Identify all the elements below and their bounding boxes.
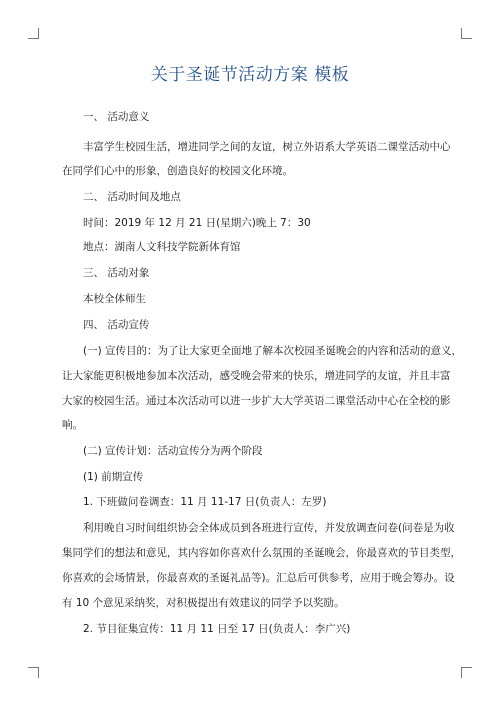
page-corner-mark-top-right	[461, 28, 472, 39]
subsection-heading: (1) 前期宣传	[83, 471, 144, 483]
section-heading-1: 一、 活动意义	[83, 111, 150, 123]
paragraph-line: 利用晚自习时间组织协会全体成员到各班进行宣传，并发放调查问卷(问卷是为收	[83, 522, 455, 534]
list-item: 2. 节目征集宣传：11 月 11 日至 17 日(负责人：李广兴)	[83, 623, 351, 635]
page-corner-mark-bottom-left	[28, 667, 39, 678]
list-item: 1. 下班做问卷调查：11 月 11-17 日(负责人：左罗)	[83, 496, 327, 508]
paragraph-line: 让大家能更积极地参加本次活动，感受晚会带来的快乐，增进同学的友谊，并且丰富	[62, 370, 451, 382]
time-line: 时间：2019 年 12 月 21 日(星期六)晚上 7：30	[83, 217, 311, 229]
paragraph-line: 你喜欢的会场情景，你最喜欢的圣诞礼品等)。汇总后可供参考，应用于晚会筹办。设	[62, 572, 455, 584]
subsection-heading: (二) 宣传计划：活动宣传分为两个阶段	[83, 445, 263, 457]
paragraph-line: 响。	[62, 419, 83, 431]
paragraph-line: 丰富学生校园生活，增进同学之间的友谊，树立外语系大学英语二课堂活动中心	[83, 141, 451, 153]
paragraph-line: 集同学们的想法和意见，其内容如你喜欢什么氛围的圣诞晚会，你最喜欢的节目类型，	[62, 547, 461, 559]
section-heading-2: 二、 活动时间及地点	[83, 191, 181, 203]
paragraph-line: 本校全体师生	[83, 293, 146, 305]
section-heading-4: 四、 活动宣传	[83, 319, 150, 331]
section-heading-3: 三、 活动对象	[83, 267, 150, 279]
page-corner-mark-bottom-right	[461, 667, 472, 678]
paragraph-line: (一) 宣传目的：为了让大家更全面地了解本次校园圣诞晚会的内容和活动的意义，	[83, 345, 463, 357]
location-line: 地点：湖南人文科技学院新体育馆	[83, 241, 241, 253]
page-corner-mark-top-left	[28, 28, 39, 39]
document-title: 关于圣诞节活动方案 模板	[150, 65, 350, 85]
paragraph-line: 有 10 个意见采纳奖，对积极提出有效建议的同学予以奖励。	[62, 597, 345, 609]
paragraph-line: 在同学们心中的形象，创造良好的校园文化环境。	[62, 165, 293, 177]
paragraph-line: 大家的校园生活。通过本次活动可以进一步扩大大学英语二课堂活动中心在全校的影	[62, 395, 451, 407]
